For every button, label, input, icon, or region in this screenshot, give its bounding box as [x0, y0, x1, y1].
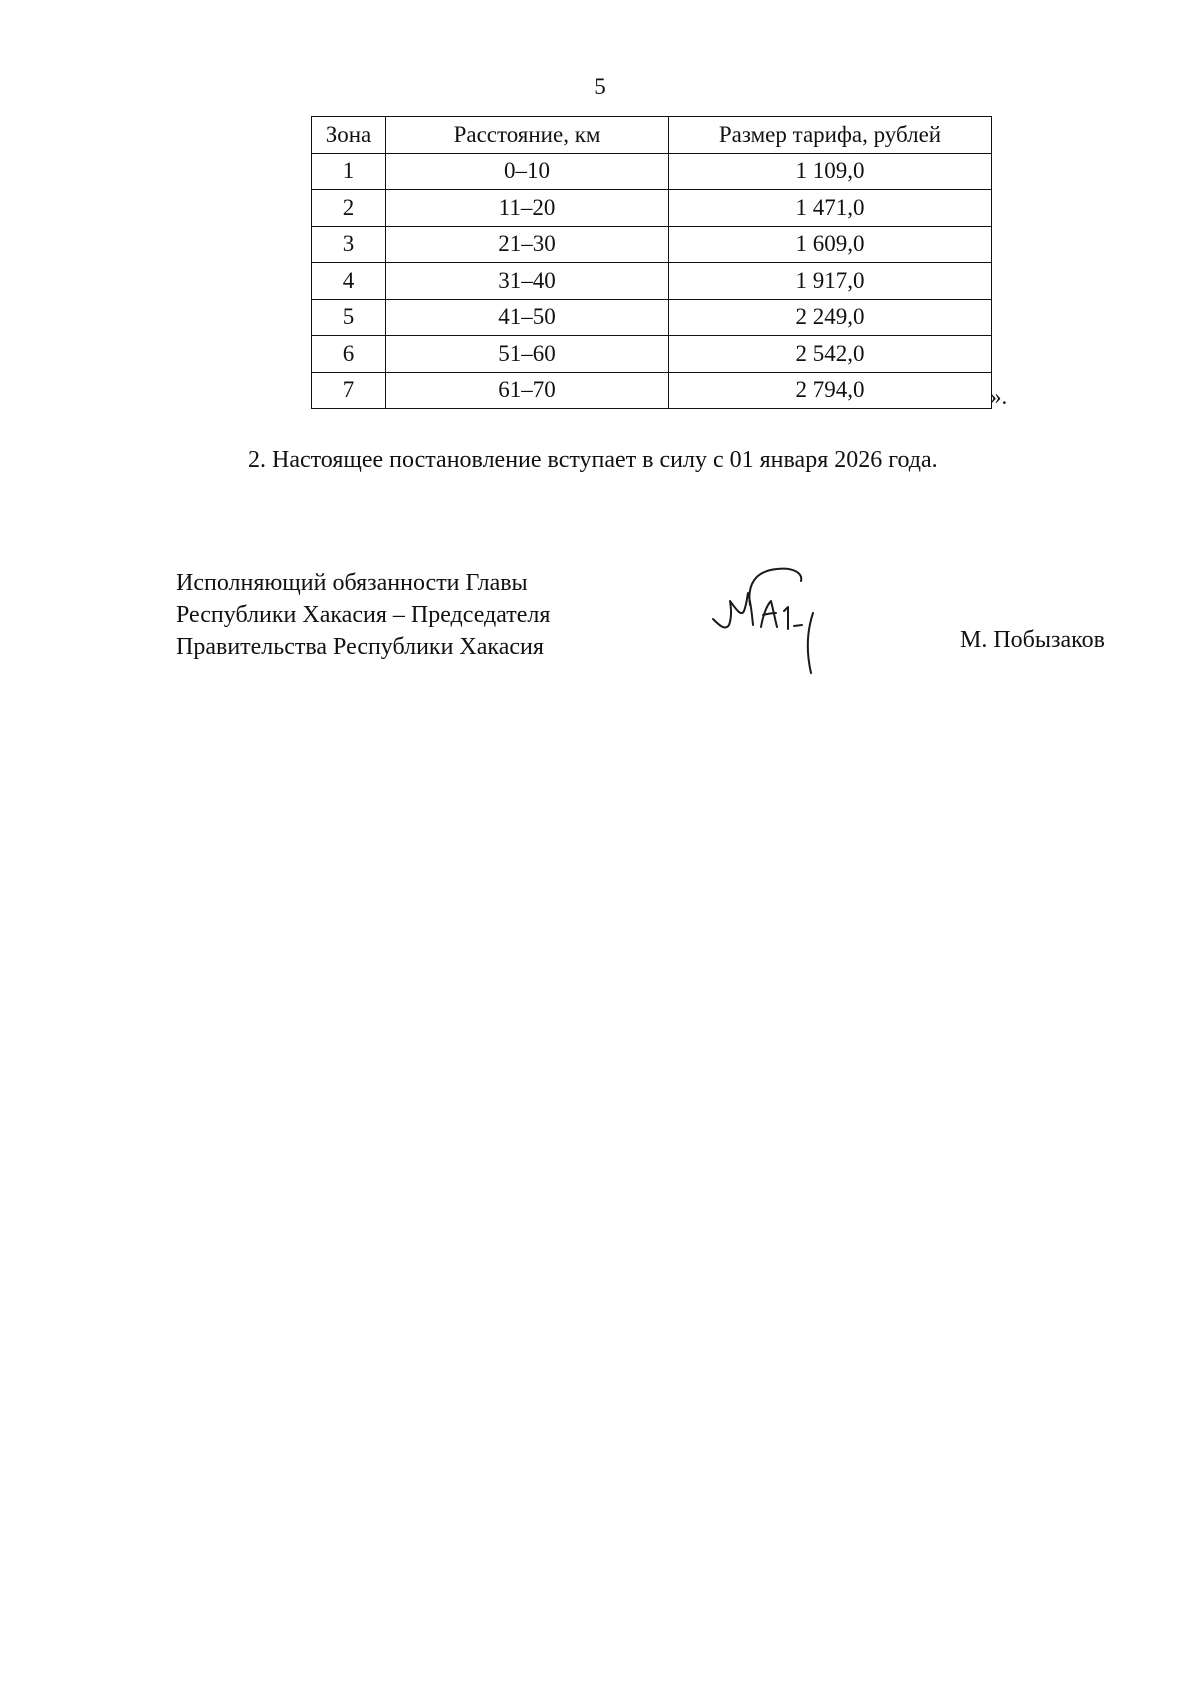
cell-tariff: 1 109,0	[669, 153, 992, 190]
signer-title-line: Республики Хакасия – Председателя	[176, 602, 551, 628]
cell-distance: 61–70	[386, 372, 669, 409]
closing-quote: ».	[990, 384, 1008, 409]
signer-title	[176, 567, 550, 663]
page-number: 5	[594, 74, 606, 99]
header-zone: Зона	[312, 117, 386, 154]
cell-tariff: 2 542,0	[669, 336, 992, 373]
cell-distance: 11–20	[386, 190, 669, 227]
table-row	[312, 153, 992, 190]
cell-tariff: 2 249,0	[669, 299, 992, 336]
header-tariff: Размер тарифа, рублей	[669, 117, 992, 154]
cell-zone: 7	[312, 372, 386, 409]
cell-distance: 51–60	[386, 336, 669, 373]
cell-zone: 4	[312, 263, 386, 300]
cell-tariff: 1 609,0	[669, 226, 992, 263]
cell-tariff: 1 471,0	[669, 190, 992, 227]
cell-distance: 31–40	[386, 263, 669, 300]
cell-distance: 0–10	[386, 153, 669, 190]
cell-zone: 1	[312, 153, 386, 190]
signer-name: М. Побызаков	[960, 627, 1105, 653]
cell-tariff: 1 917,0	[669, 263, 992, 300]
cell-zone: 2	[312, 190, 386, 227]
table-row	[312, 372, 992, 409]
cell-tariff: 2 794,0	[669, 372, 992, 409]
signer-title-line: Исполняющий обязанности Главы	[176, 570, 528, 596]
cell-zone: 6	[312, 336, 386, 373]
table-row	[312, 336, 992, 373]
cell-zone: 5	[312, 299, 386, 336]
cell-distance: 21–30	[386, 226, 669, 263]
table-row	[312, 190, 992, 227]
table-header-row	[312, 117, 992, 154]
header-distance: Расстояние, км	[386, 117, 669, 154]
handwritten-signature-icon	[705, 555, 865, 685]
paragraph-effective-date: 2. Настоящее постановление вступает в силу с 01 января 2026 года.	[248, 447, 938, 473]
table-row	[312, 226, 992, 263]
cell-zone: 3	[312, 226, 386, 263]
table-row	[312, 299, 992, 336]
tariff-table	[311, 116, 992, 409]
table-row	[312, 263, 992, 300]
cell-distance: 41–50	[386, 299, 669, 336]
signer-title-line: Правительства Республики Хакасия	[176, 634, 544, 660]
